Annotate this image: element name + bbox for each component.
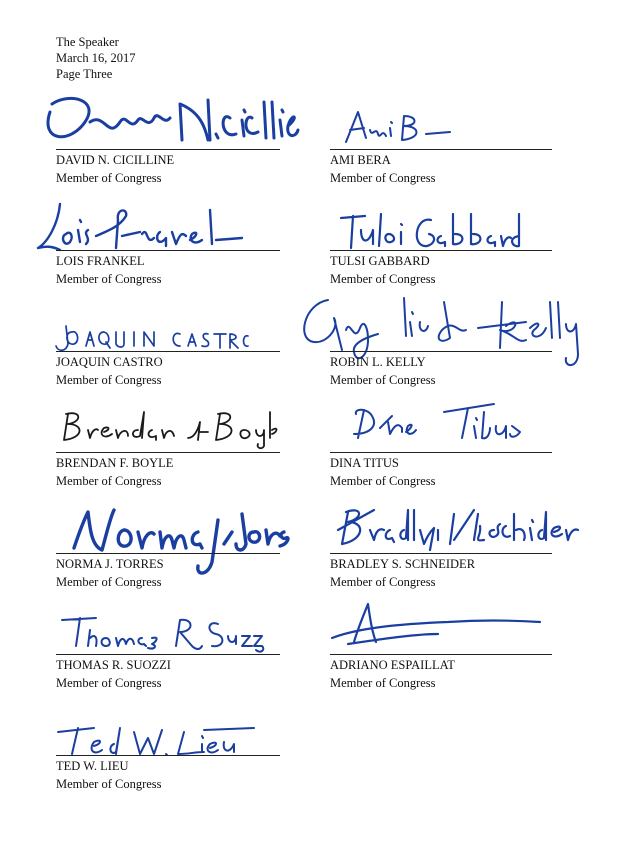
signer-name: BRENDAN F. BOYLE <box>56 456 174 470</box>
letter-header <box>56 34 136 82</box>
signer-name: BRADLEY S. SCHNEIDER <box>330 557 476 571</box>
signature-line <box>330 351 552 352</box>
signer-title: Member of Congress <box>56 373 162 387</box>
signer-title: Member of Congress <box>56 272 162 286</box>
signer-title: Member of Congress <box>330 171 436 185</box>
signature-castro <box>52 318 248 358</box>
signature-frankel <box>30 196 250 256</box>
signer-title: Member of Congress <box>56 474 162 488</box>
signature-cicilline <box>30 82 300 152</box>
signer-title: Member of Congress <box>56 575 162 589</box>
signature-line <box>56 250 280 251</box>
header-date: March 16, 2017 <box>56 51 136 65</box>
signer-title: Member of Congress <box>330 474 436 488</box>
signer-title: Member of Congress <box>330 373 436 387</box>
signature-line <box>56 654 280 655</box>
signature-line <box>330 250 552 251</box>
signer-name: THOMAS R. SUOZZI <box>56 658 171 672</box>
signer-name: JOAQUIN CASTRO <box>56 355 163 369</box>
signature-gabbard <box>335 208 525 254</box>
signature-bera <box>338 108 458 148</box>
signature-line <box>330 553 552 554</box>
signer-name: DINA TITUS <box>330 456 399 470</box>
signature-line <box>330 654 552 655</box>
signer-title: Member of Congress <box>56 676 162 690</box>
header-page-number: Page Three <box>56 67 113 81</box>
signature-titus <box>344 398 524 450</box>
signer-name: NORMA J. TORRES <box>56 557 164 571</box>
header-addressee: The Speaker <box>56 35 119 49</box>
signature-stroke <box>48 98 170 136</box>
signature-espaillat <box>328 598 544 654</box>
signer-name: TULSI GABBARD <box>330 254 430 268</box>
signer-name: TED W. LIEU <box>56 759 129 773</box>
signer-name: ADRIANO ESPAILLAT <box>330 658 455 672</box>
signature-schneider <box>334 500 580 554</box>
signature-suozzi <box>56 610 266 660</box>
signature-line <box>56 553 280 554</box>
signature-line <box>56 351 280 352</box>
signer-name: ROBIN L. KELLY <box>330 355 426 369</box>
signer-title: Member of Congress <box>330 272 436 286</box>
signature-line <box>330 149 552 150</box>
signer-name: DAVID N. CICILLINE <box>56 153 175 167</box>
signer-title: Member of Congress <box>330 575 436 589</box>
signer-title: Member of Congress <box>56 777 162 791</box>
signer-title: Member of Congress <box>56 171 162 185</box>
signature-line <box>56 452 280 453</box>
signature-lieu <box>54 722 260 762</box>
signer-name: LOIS FRANKEL <box>56 254 145 268</box>
signature-line <box>56 149 280 150</box>
signer-title: Member of Congress <box>330 676 436 690</box>
signature-boyle <box>58 404 278 450</box>
signature-line <box>56 755 280 756</box>
signature-line <box>330 452 552 453</box>
signer-name: AMI BERA <box>330 153 391 167</box>
